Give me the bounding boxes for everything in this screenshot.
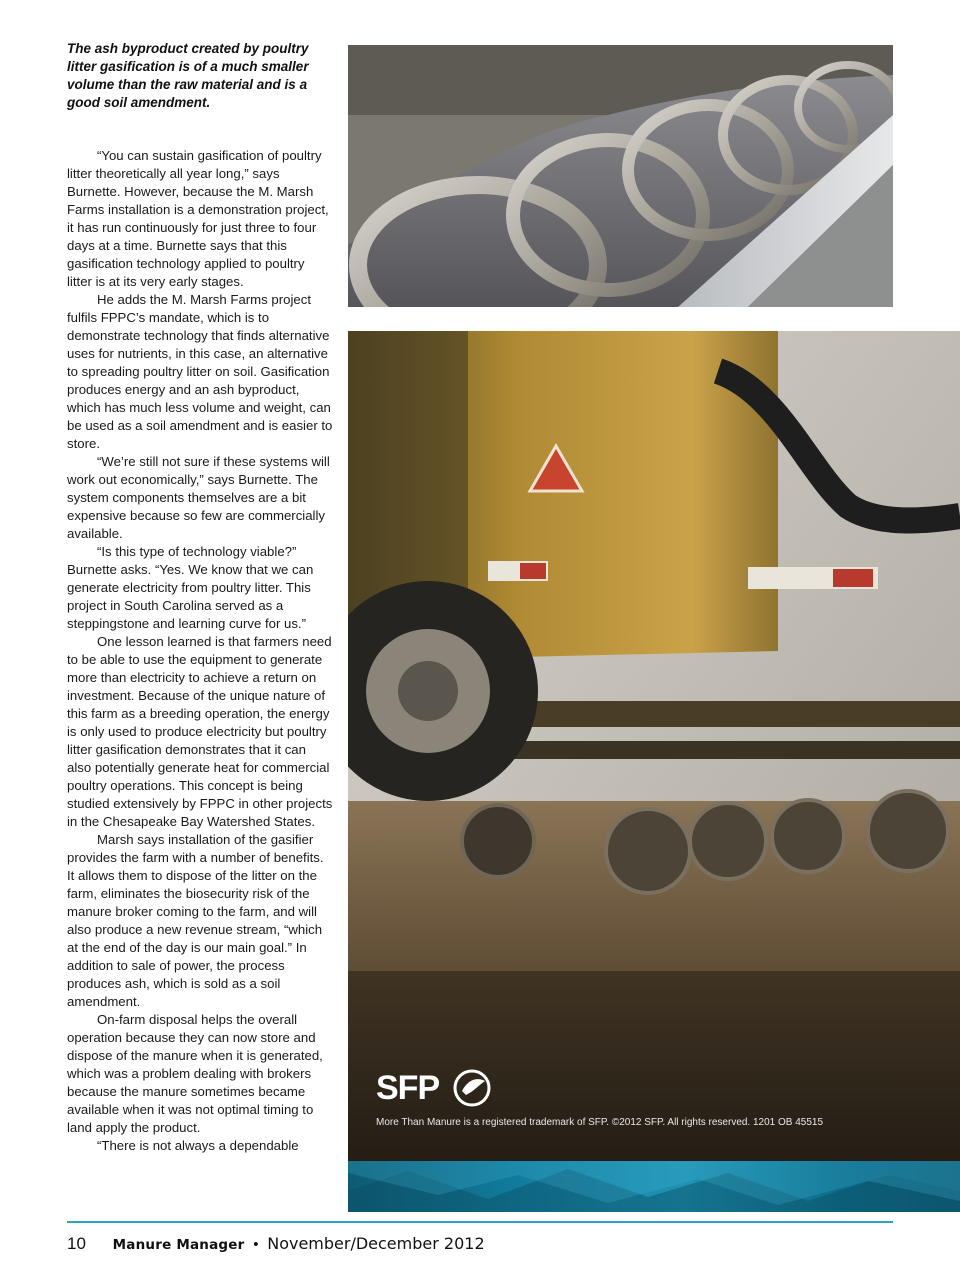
advertisement-photo [348,331,960,1161]
article-paragraph: Marsh says installation of the gasifier provides the farm with a number of benefits. It allows them to dispose of the litter on the farm, eliminates the biosecurity risk of the manure broker coming to the farm, and will also produce a new revenue stream, “which at the end of the day is our main goal.” In addition to sale of power, the process produces ash, which is sold as a soil amendment. [67,832,324,1009]
issue-date: November/December 2012 [267,1234,485,1253]
magazine-name: Manure Manager [112,1237,245,1253]
article-paragraph: On-farm disposal helps the overall operation because they can now store and dispose of the manure when it is generated, which was a problem dealing with brokers because the manure sometimes became available when it was not optimal timing to land apply the product. [67,1012,323,1135]
article-paragraph: One lesson learned is that farmers need to be able to use the equipment to generate more than electricity to achieve a return on investment. Because of the unique nature of this farm as a breeding operation, the energy is only used to produce electricity but poultry litter gasification demonstrates that it can also potentially generate heat for commercial poultry operations. This concept is being studied extensively by FPPC in other projects in the Chesapeake Bay Watershed States. [67,634,333,829]
article-paragraph: “There is not always a dependable [97,1138,299,1153]
page-footer [67,1234,485,1256]
auger-ash-photo [348,45,893,307]
article-body [67,147,333,1155]
article-paragraph: “We’re still not sure if these systems will work out economically,” says Burnette. The system components themselves are a bit expensive because so few are commercially available. [67,454,330,541]
article-paragraph: “Is this type of technology viable?” Burnette asks. “Yes. We know that we can generate electricity from poultry litter. This project in South Carolina served as a steppingstone and learning curve for us.” [67,544,314,631]
footer-rule [67,1221,893,1223]
sfp-logo-text: SFP [376,1069,440,1107]
photo-caption: The ash byproduct created by poultry litter gasification is of a much smaller volume than the raw material and is a good soil amendment. [67,41,309,110]
article-paragraph: “You can sustain gasification of poultry litter theoretically all year long,” says Burnette. However, because the M. Marsh Farms installation is a demonstration project, it has run continuously for just three to four days at a time. Burnette says that this gasification technology applied to poultry litter is at its very early stages. [67,148,329,289]
footer-separator: • [253,1236,259,1253]
article-paragraph: He adds the M. Marsh Farms project fulfils FPPC’s mandate, which is to demonstrate technology that finds alternative uses for nutrients, in this case, an alternative to spreading poultry litter on soil. Gasification produces energy and an ash byproduct, which has much less volume and weight, can be used as a soil amendment and is easier to store. [67,292,333,451]
ad-teal-band [348,1161,960,1212]
sfp-logo [376,1067,472,1111]
ad-legal-text: More Than Manure is a registered trademark of SFP. ©2012 SFP. All rights reserved. 1201 OB 45515 [376,1117,824,1128]
page-number: 10 [67,1234,86,1253]
sfp-logo-mark-icon [452,1067,492,1109]
